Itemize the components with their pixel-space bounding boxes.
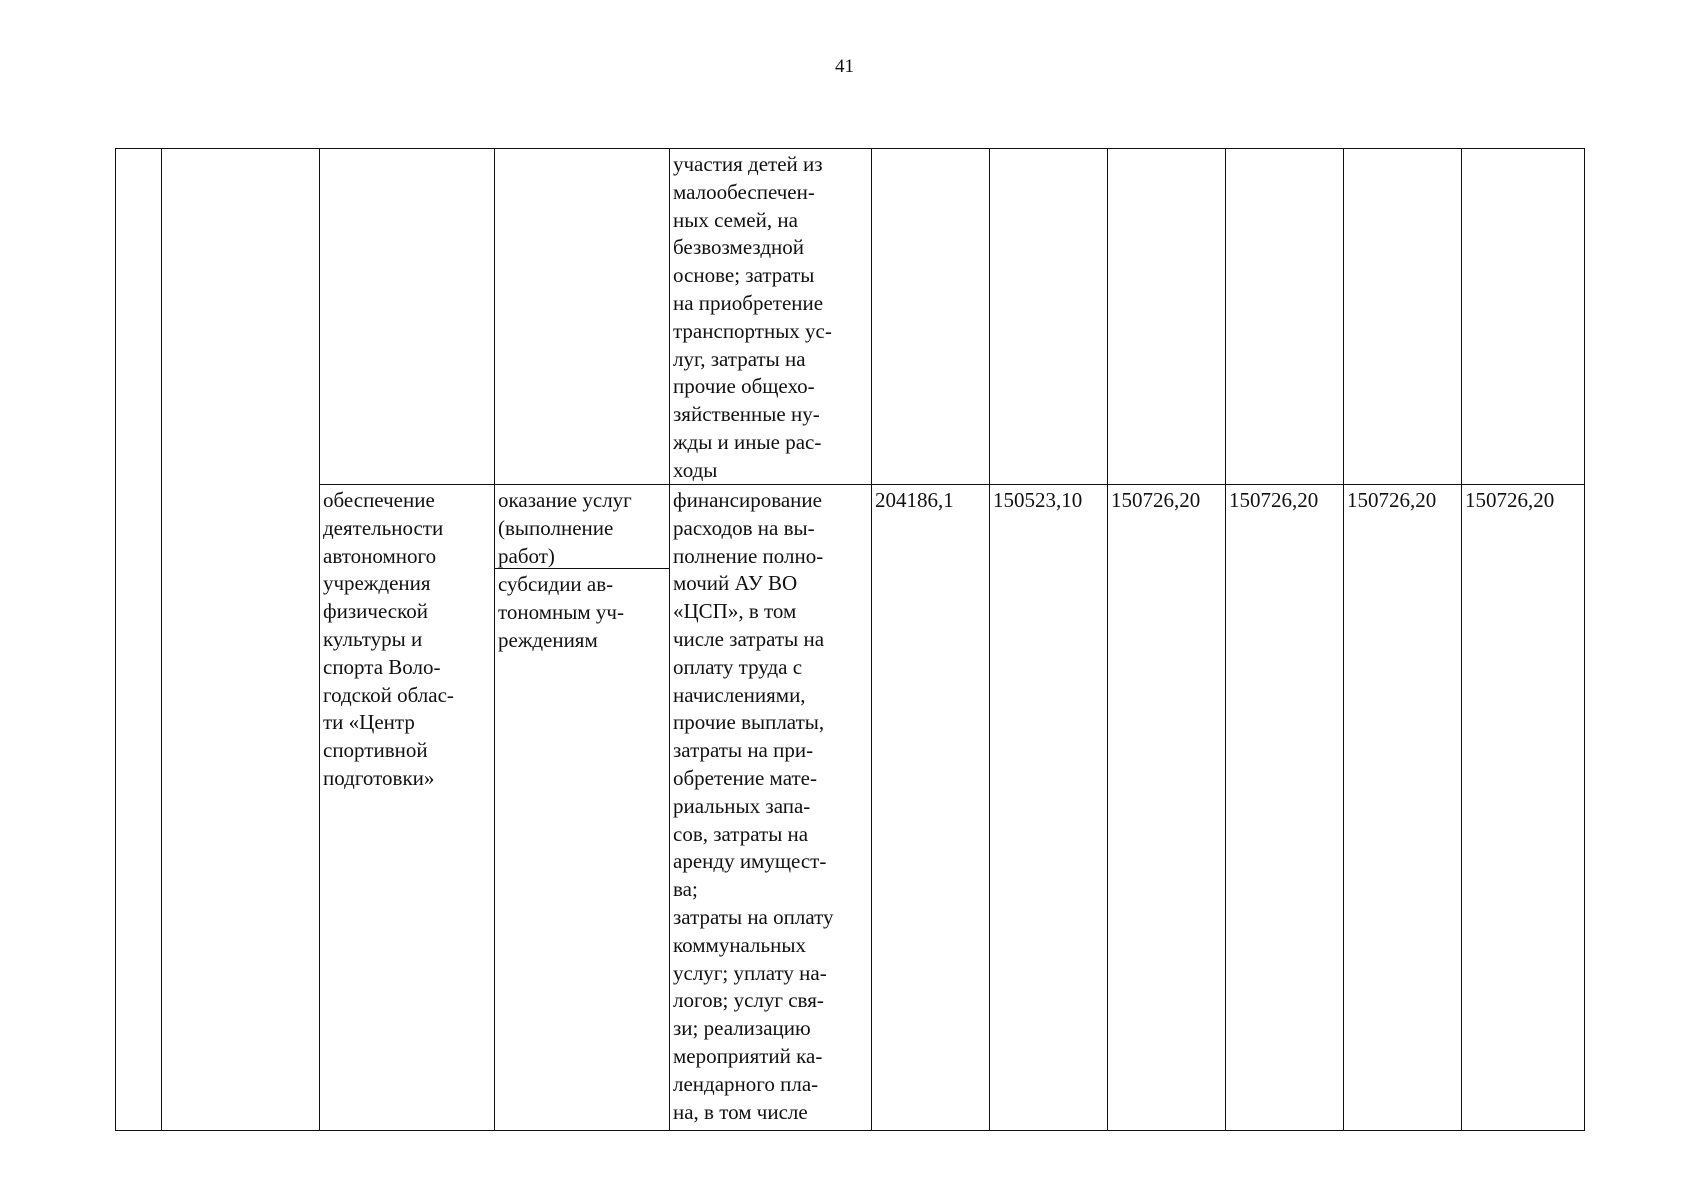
column-divider (1343, 149, 1344, 1130)
row2-value-2: 150523,10 (993, 488, 1083, 512)
column-divider (871, 149, 872, 1130)
column-divider (989, 149, 990, 1130)
column-divider (1107, 149, 1108, 1130)
column-divider (1225, 149, 1226, 1130)
row-divider (319, 484, 1584, 485)
column-divider (161, 149, 162, 1130)
page-number: 41 (835, 56, 854, 77)
row2-description: финансирование расходов на вы- полнение полно- мочий АУ ВО «ЦСП», в том числе затраты на оплату труда с начислениями, прочие выплаты, затраты на при- обретение мате- риальных запа- сов, затраты на аренду имущест- ва; затраты на оплату коммунальных услуг; уплату на- логов; услуг свя- зи; реализацию мероприятий ка- лендарного пла- на, в том числе (673, 488, 834, 1124)
budget-table (115, 148, 1585, 1131)
row2-service-type: оказание услуг (выполнение работ) (498, 488, 632, 568)
column-divider (669, 149, 670, 1130)
row2-institution: обеспечение деятельности автономного учреждения физической культуры и спорта Воло- годской облас- ти «Центр спортивной подготовки» (323, 488, 454, 790)
row2-value-5: 150726,20 (1347, 488, 1437, 512)
column-divider (319, 149, 320, 1130)
row2-value-6: 150726,20 (1465, 488, 1555, 512)
row2-value-1: 204186,1 (875, 488, 954, 512)
row2-value-4: 150726,20 (1229, 488, 1319, 512)
column-divider (494, 149, 495, 1130)
row1-description: участия детей из малообеспечен- ных семей, на безвозмездной основе; затраты на приобретение транспортных ус- луг, затраты на прочие общехо- зяйственные ну- жды и иные рас- ходы (673, 152, 832, 482)
row2-subsidy-type: субсидии ав- тономным уч- реждениям (498, 572, 624, 652)
column-divider (1461, 149, 1462, 1130)
row2-value-3: 150726,20 (1111, 488, 1201, 512)
